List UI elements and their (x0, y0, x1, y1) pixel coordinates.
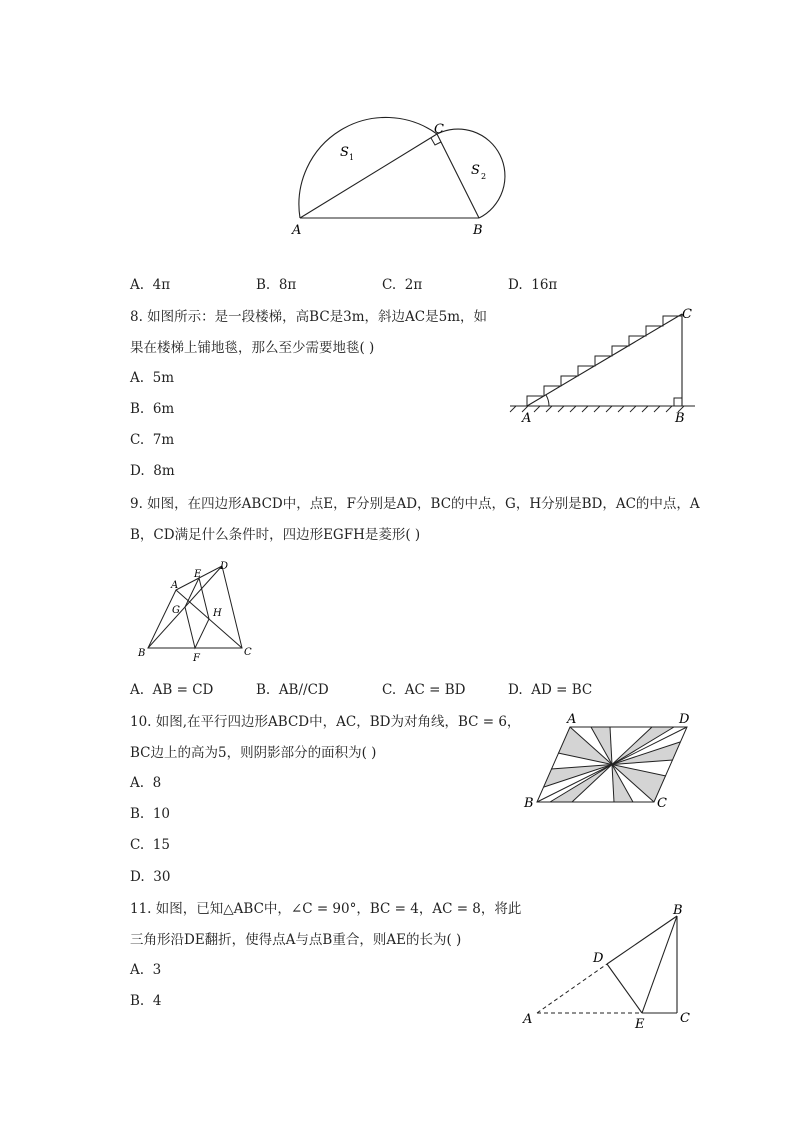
q8-label-b: B (675, 411, 685, 426)
q10-figure (520, 710, 700, 815)
q9-label-c: C (244, 647, 252, 658)
q9-option-b-text: AB//CD (278, 682, 329, 698)
q11-fold-de (607, 964, 642, 1013)
q9-option-a-letter: A. (130, 682, 145, 698)
q8-label-a: A (522, 411, 532, 426)
q9-label-e: E (194, 569, 202, 580)
q7-label-a: A (292, 223, 302, 238)
q9-option-d[interactable] (508, 682, 592, 698)
q9-figure (135, 558, 265, 668)
q7-option-d[interactable] (508, 277, 557, 293)
q7-figure (280, 90, 520, 245)
q8-option-d-letter: D. (130, 463, 145, 479)
q8-question-line1: 8. 如图所示：是一段楼梯，高BC是3m，斜边AC是5m，如 (130, 309, 488, 325)
q8-figure (505, 305, 700, 427)
q9-question-line2: B，CD满足什么条件时，四边形EGFH是菱形( ) (130, 527, 421, 543)
q10-option-a-text: 8 (152, 775, 162, 791)
q7-label-s2: S (471, 163, 480, 178)
q11-option-a-text: 3 (152, 962, 162, 978)
q10-option-a-letter: A. (130, 775, 145, 791)
q9-option-b[interactable] (256, 682, 329, 698)
q11-option-b[interactable] (130, 993, 161, 1009)
q9-option-b-letter: B. (256, 682, 271, 698)
q7-option-b[interactable] (256, 277, 296, 293)
q11-option-a-letter: A. (130, 962, 145, 978)
q9-label-b: B (138, 648, 146, 659)
q11-label-b: B (673, 903, 683, 918)
q9-label-d: D (220, 561, 229, 572)
q8-hypotenuse (527, 314, 682, 406)
q11-label-d: D (593, 951, 604, 966)
q10-option-d-text: 30 (153, 869, 171, 885)
q7-option-c[interactable] (382, 277, 422, 293)
q10-label-d: D (679, 712, 690, 727)
q11-side-db (607, 916, 677, 964)
q8-option-b-text: 6m (152, 401, 175, 417)
q11-figure (515, 898, 700, 1033)
q7-semicircle-ac (299, 117, 437, 218)
q11-question-line1: 11. 如图，已知△ABC中，∠C = 90°，BC = 4，AC = 8，将此 (130, 901, 522, 917)
q8-option-d[interactable] (130, 463, 175, 479)
q11-label-e: E (635, 1017, 645, 1032)
q11-side-eb (642, 916, 677, 1013)
q11-folded-ad (537, 964, 607, 1013)
q7-option-d-letter: D. (508, 277, 523, 293)
q7-option-b-letter: B. (256, 277, 271, 293)
q10-label-b: B (524, 796, 534, 811)
q10-option-c-text: 15 (152, 837, 170, 853)
q7-option-a-letter: A. (130, 277, 145, 293)
q9-option-a-text: AB = CD (152, 682, 214, 698)
q10-option-b[interactable] (130, 806, 170, 822)
q7-label-s1-sub: 1 (349, 153, 355, 162)
q8-option-a-letter: A. (130, 370, 145, 386)
q9-option-d-text: AD = BC (531, 682, 593, 698)
q9-label-h: H (213, 608, 222, 619)
q9-option-c[interactable] (382, 682, 465, 698)
q7-label-c: C (434, 122, 444, 137)
q7-option-c-letter: C. (382, 277, 397, 293)
q7-option-b-text: 8π (278, 277, 297, 293)
q11-question-line2: 三角形沿DE翻折，使得点A与点B重合，则AE的长为( ) (130, 932, 462, 948)
q9-label-g: G (172, 605, 180, 616)
q10-option-c-letter: C. (130, 837, 145, 853)
q10-option-d-letter: D. (130, 869, 145, 885)
q7-option-c-text: 2π (404, 277, 423, 293)
q8-option-b[interactable] (130, 401, 174, 417)
q8-option-a[interactable] (130, 370, 174, 386)
q9-label-a: A (171, 580, 179, 591)
q8-angle-arc (546, 395, 549, 406)
q9-label-f: F (193, 653, 200, 664)
q11-option-a[interactable] (130, 962, 161, 978)
q8-option-c-letter: C. (130, 432, 145, 448)
q8-right-angle-mark (674, 398, 682, 406)
q10-question-line2: BC边上的高为5，则阴影部分的面积为( ) (130, 745, 377, 761)
q9-rhombus-egfh (185, 578, 209, 648)
q8-question-line2: 果在楼梯上铺地毯，那么至少需要地毯( ) (130, 340, 375, 356)
q7-label-s1: S (340, 145, 349, 160)
q10-label-a: A (567, 712, 577, 727)
q11-option-b-letter: B. (130, 993, 145, 1009)
q8-option-a-text: 5m (152, 370, 175, 386)
q8-option-b-letter: B. (130, 401, 145, 417)
q9-question-line1: 9. 如图，在四边形ABCD中，点E，F分别是AD，BC的中点，G，H分别是BD，AC的中点，A (130, 496, 700, 512)
q11-label-c: C (680, 1011, 690, 1026)
q10-question-line1: 10. 如图,在平行四边形ABCD中，AC，BD为对角线，BC = 6， (130, 714, 521, 730)
q10-option-c[interactable] (130, 837, 170, 853)
q8-label-c: C (682, 307, 692, 322)
q7-label-s2-sub: 2 (481, 172, 487, 181)
q10-option-d[interactable] (130, 869, 170, 885)
q11-option-b-text: 4 (152, 993, 162, 1009)
q11-label-a: A (523, 1012, 533, 1027)
q8-ground-hatching (510, 406, 684, 412)
q7-option-a-text: 4π (152, 277, 171, 293)
q9-option-a[interactable] (130, 682, 213, 698)
q9-option-c-letter: C. (382, 682, 397, 698)
q8-option-d-text: 8m (153, 463, 175, 479)
q8-option-c[interactable] (130, 432, 174, 448)
q7-label-b: B (473, 223, 483, 238)
q7-option-d-text: 16π (531, 277, 558, 293)
q7-option-a[interactable] (130, 277, 170, 293)
q10-option-a[interactable] (130, 775, 161, 791)
q10-option-b-text: 10 (152, 806, 170, 822)
q10-option-b-letter: B. (130, 806, 145, 822)
q8-option-c-text: 7m (152, 432, 175, 448)
q10-label-c: C (657, 796, 667, 811)
q9-option-c-text: AC = BD (404, 682, 466, 698)
q9-option-d-letter: D. (508, 682, 523, 698)
